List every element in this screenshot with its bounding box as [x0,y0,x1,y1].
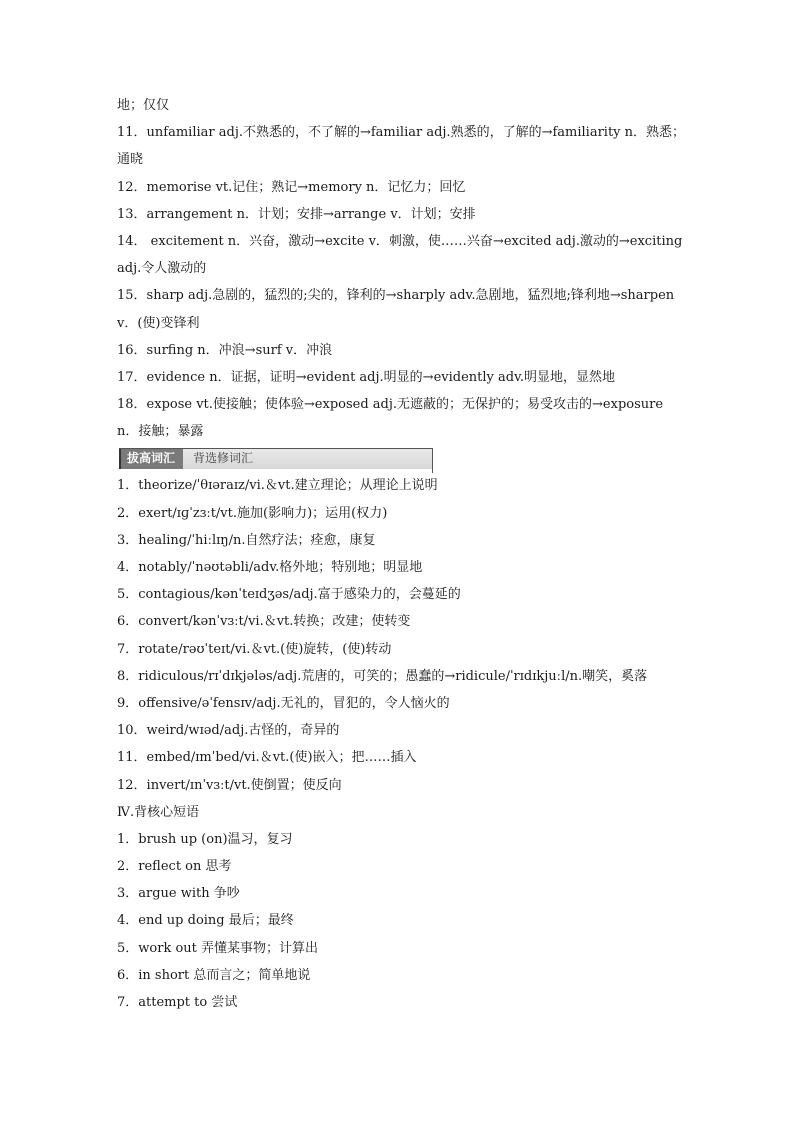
text-line: 通晓 [117,152,144,168]
text-line: 4．notably/ˈnəʊtəbli/adv.格外地；特别地；明显地 [117,560,423,575]
phrase-line: 7．attempt to 尝试 [117,995,238,1010]
phrase-line: 5．work out 弄懂某事物；计算出 [117,940,319,956]
banner-tag: 拔高词汇 [119,449,183,469]
section-heading: Ⅳ.背核心短语 [117,804,200,820]
text-line: 16．surfing n．冲浪→surf v．冲浪 [117,342,333,358]
text-line: 13．arrangement n．计划；安排→arrange v．计划；安排 [117,206,476,222]
text-line: 11．unfamiliar adj.不熟悉的，不了解的→familiar adj.熟悉的，了解的→familiarity n．熟悉； [117,125,685,141]
vocab-list-bottom [117,472,685,1016]
phrase-line: 3．argue with 争吵 [117,886,240,902]
text-line: 12．memorise vt.记住；熟记→memory n．记忆力；回忆 [117,179,466,195]
text-line: 17．evidence n．证据，证明→evident adj.明显的→evidently adv.明显地，显然地 [117,369,616,385]
text-line: 12．invert/ɪnˈvɜːt/vt.使倒置；使反向 [117,777,342,793]
text-line: 11．embed/ɪmˈbed/vi.＆vt.(使)嵌入；把……插入 [117,750,417,766]
text-line: 8．ridiculous/rɪˈdɪkjələs/adj.荒唐的，可笑的；愚蠢的→ridicule/ˈrɪdɪkjuːl/n.嘲笑，奚落 [117,668,648,684]
text-line: n．接触；暴露 [117,424,204,440]
text-line: 5．contagious/kənˈteɪdʒəs/adj.富于感染力的，会蔓延的 [117,587,461,603]
text-line: 14． excitement n．兴奋，激动→excite v．刺激，使……兴奋→excited adj.激动的→exciting [117,233,683,249]
text-line: v．(使)变锋利 [117,315,200,331]
text-line: 9．offensive/əˈfensɪv/adj.无礼的，冒犯的，令人恼火的 [117,695,450,711]
text-line: 1．theorize/ˈθɪəraɪz/vi.＆vt.建立理论；从理论上说明 [117,478,438,494]
text-line: adj.令人激动的 [117,261,207,277]
phrase-line: 4．end up doing 最后；最终 [117,913,294,929]
phrase-line: 6．in short 总而言之；简单地说 [117,967,311,983]
text-line: 7．rotate/rəʊˈteɪt/vi.＆vt.(使)旋转，(使)转动 [117,641,392,657]
banner-end-rule [432,449,433,473]
text-line: 6．convert/kənˈvɜːt/vi.＆vt.转换；改建；使转变 [117,614,411,630]
text-line: 地；仅仅 [117,98,170,113]
text-line: 15．sharp adj.急剧的，猛烈的;尖的，锋利的→sharply adv.急剧地，猛烈地;锋利地→sharpen [117,288,675,304]
text-line: 3．healing/ˈhiːlɪŋ/n.自然疗法；痊愈，康复 [117,532,376,548]
text-line: 2．exert/ɪɡˈzɜːt/vt.施加(影响力)；运用(权力) [117,505,388,521]
banner-bar [119,448,433,469]
section-banner [117,448,685,468]
document-page [117,92,685,1016]
vocab-list-top [117,92,685,445]
text-line: 10．weird/wɪəd/adj.古怪的，奇异的 [117,723,340,739]
phrase-line: 1．brush up (on)温习，复习 [117,831,293,847]
phrase-line: 2．reflect on 思考 [117,859,232,875]
text-line: 18．expose vt.使接触；使体验→exposed adj.无遮蔽的；无保护的；易受攻击的→exposure [117,397,664,413]
banner-text: 背选修词汇 [183,449,432,469]
